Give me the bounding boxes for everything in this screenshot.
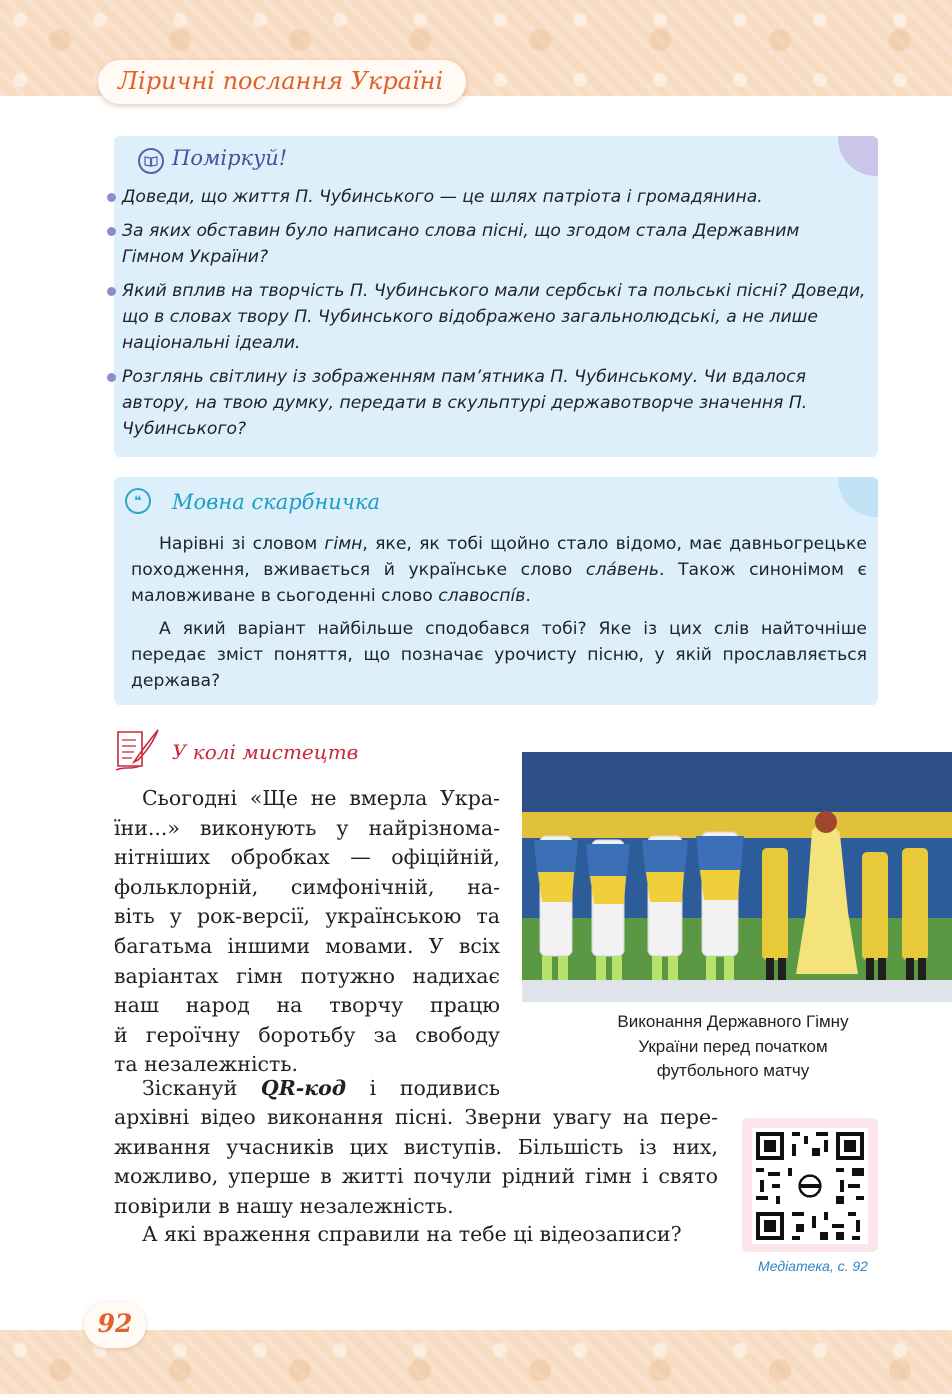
- text-run: Нарівні зі словом: [159, 534, 325, 554]
- photo-illustration: [522, 752, 952, 1002]
- question-text: Розглянь світлину із зображенням пам’ятника П. Чубинському. Чи вдалося автору, на твою думку, передати в скульптурі державотворче значення П. Чубинського?: [122, 367, 808, 439]
- quote-icon: ❝: [125, 488, 151, 514]
- art-section-title: У колі мистецтв: [172, 740, 359, 764]
- text-line: та незалежність.: [114, 1052, 299, 1077]
- text-line: й героїчну боротьбу за свободу: [114, 1022, 500, 1047]
- qr-code-term: QR-код: [260, 1076, 347, 1100]
- quill-paper-icon: [112, 726, 162, 772]
- book-glyph: [144, 155, 158, 167]
- caption-line: України перед початком: [638, 1036, 828, 1056]
- art-paragraph-2-rest: [114, 1103, 718, 1221]
- term-hymn: гімн: [324, 534, 363, 554]
- list-item: [106, 278, 866, 356]
- text-line: Сьогодні «Ще не вмерла Укра-: [142, 786, 500, 810]
- term-slaven: сла́вень: [585, 560, 659, 580]
- text-line: повірили в нашу незалежність.: [114, 1193, 454, 1218]
- language-paragraph-2: А який варіант найбільше сподобався тобі? Яке із цих слів найточніше передає зміст поняття, що позначає урочисту пісню, у якій прославляється держава?: [131, 619, 867, 691]
- art-paragraph-2-start: [114, 1074, 500, 1104]
- text-run: . Також синонімом є маловживане в сьогоденні слово: [131, 560, 867, 606]
- text-line: віть у рок-версії, українською та: [114, 904, 500, 929]
- text-line: багатьма іншими мовами. У всіх: [114, 933, 500, 958]
- think-box-corner: [838, 136, 878, 176]
- text-line: архівні відео виконання пісні. Зверни увагу на пере-: [114, 1105, 718, 1129]
- text-run: , яке, як тобі щойно стало відомо, має давньогрецьке походження, вживається й українське слово: [131, 534, 867, 580]
- text-line: їни...» виконують у найрізнома-: [114, 815, 500, 840]
- text-run: Зіскануй: [142, 1076, 261, 1100]
- art-paragraph-1: [114, 784, 500, 1080]
- qr-code-icon[interactable]: [752, 1128, 868, 1244]
- bullet-icon: [107, 227, 116, 236]
- text-line: фольклорній, симфонічній, на-: [114, 874, 500, 899]
- media-library-caption: Медіатека, с. 92: [758, 1258, 868, 1274]
- text-run: і подивись: [346, 1076, 500, 1100]
- text-line: можливо, уперше в житті почули рідний гімн і свято: [114, 1164, 718, 1189]
- text-run: .: [525, 586, 531, 606]
- list-item: [106, 184, 866, 210]
- text-line: живання учасників цих виступів. Більшість із них,: [114, 1134, 718, 1159]
- language-section-title: Мовна скарбничка: [172, 490, 380, 514]
- think-questions-list: [106, 184, 866, 450]
- book-icon: [138, 148, 164, 174]
- language-box-corner: [838, 477, 878, 517]
- term-slavospiv: славоспі́в: [438, 586, 526, 606]
- bottom-ornament-band: [0, 1330, 952, 1394]
- text-line: наш народ на творчу працю: [114, 993, 500, 1018]
- photo-caption: [538, 1010, 928, 1084]
- page-number: 92: [97, 1309, 133, 1338]
- caption-line: Виконання Державного Гімну: [617, 1012, 849, 1031]
- think-section-title: Поміркуй!: [172, 146, 288, 170]
- bullet-icon: [107, 287, 116, 296]
- language-paragraph-1: [131, 531, 867, 609]
- qr-code-pattern: [752, 1128, 868, 1244]
- bullet-icon: [107, 373, 116, 382]
- text-line: варіантах гімн потужно надихає: [114, 963, 500, 988]
- bullet-icon: [107, 193, 116, 202]
- question-text: Доведи, що життя П. Чубинського — це шлях патріота і громадянина.: [122, 187, 763, 207]
- language-text: [131, 531, 867, 701]
- list-item: [106, 218, 866, 270]
- football-anthem-photo: [522, 752, 952, 1002]
- question-text: За яких обставин було написано слова пісні, що згодом стала Державним Гімном України?: [122, 221, 800, 267]
- qr-card[interactable]: [742, 1118, 878, 1252]
- caption-line: футбольного матчу: [656, 1061, 810, 1080]
- chapter-title: Ліричні послання Україні: [118, 67, 444, 95]
- list-item: [106, 364, 866, 442]
- text-line: нітніших обробках — офіційній,: [114, 845, 500, 870]
- art-paragraph-3: А які враження справили на тебе ці відеозаписи?: [142, 1222, 682, 1246]
- question-text: Який вплив на творчість П. Чубинського мали сербські та польські пісні? Доведи, що в словах твору П. Чубинського відображено загальнолюдські, а не лише національні ідеали.: [122, 281, 866, 353]
